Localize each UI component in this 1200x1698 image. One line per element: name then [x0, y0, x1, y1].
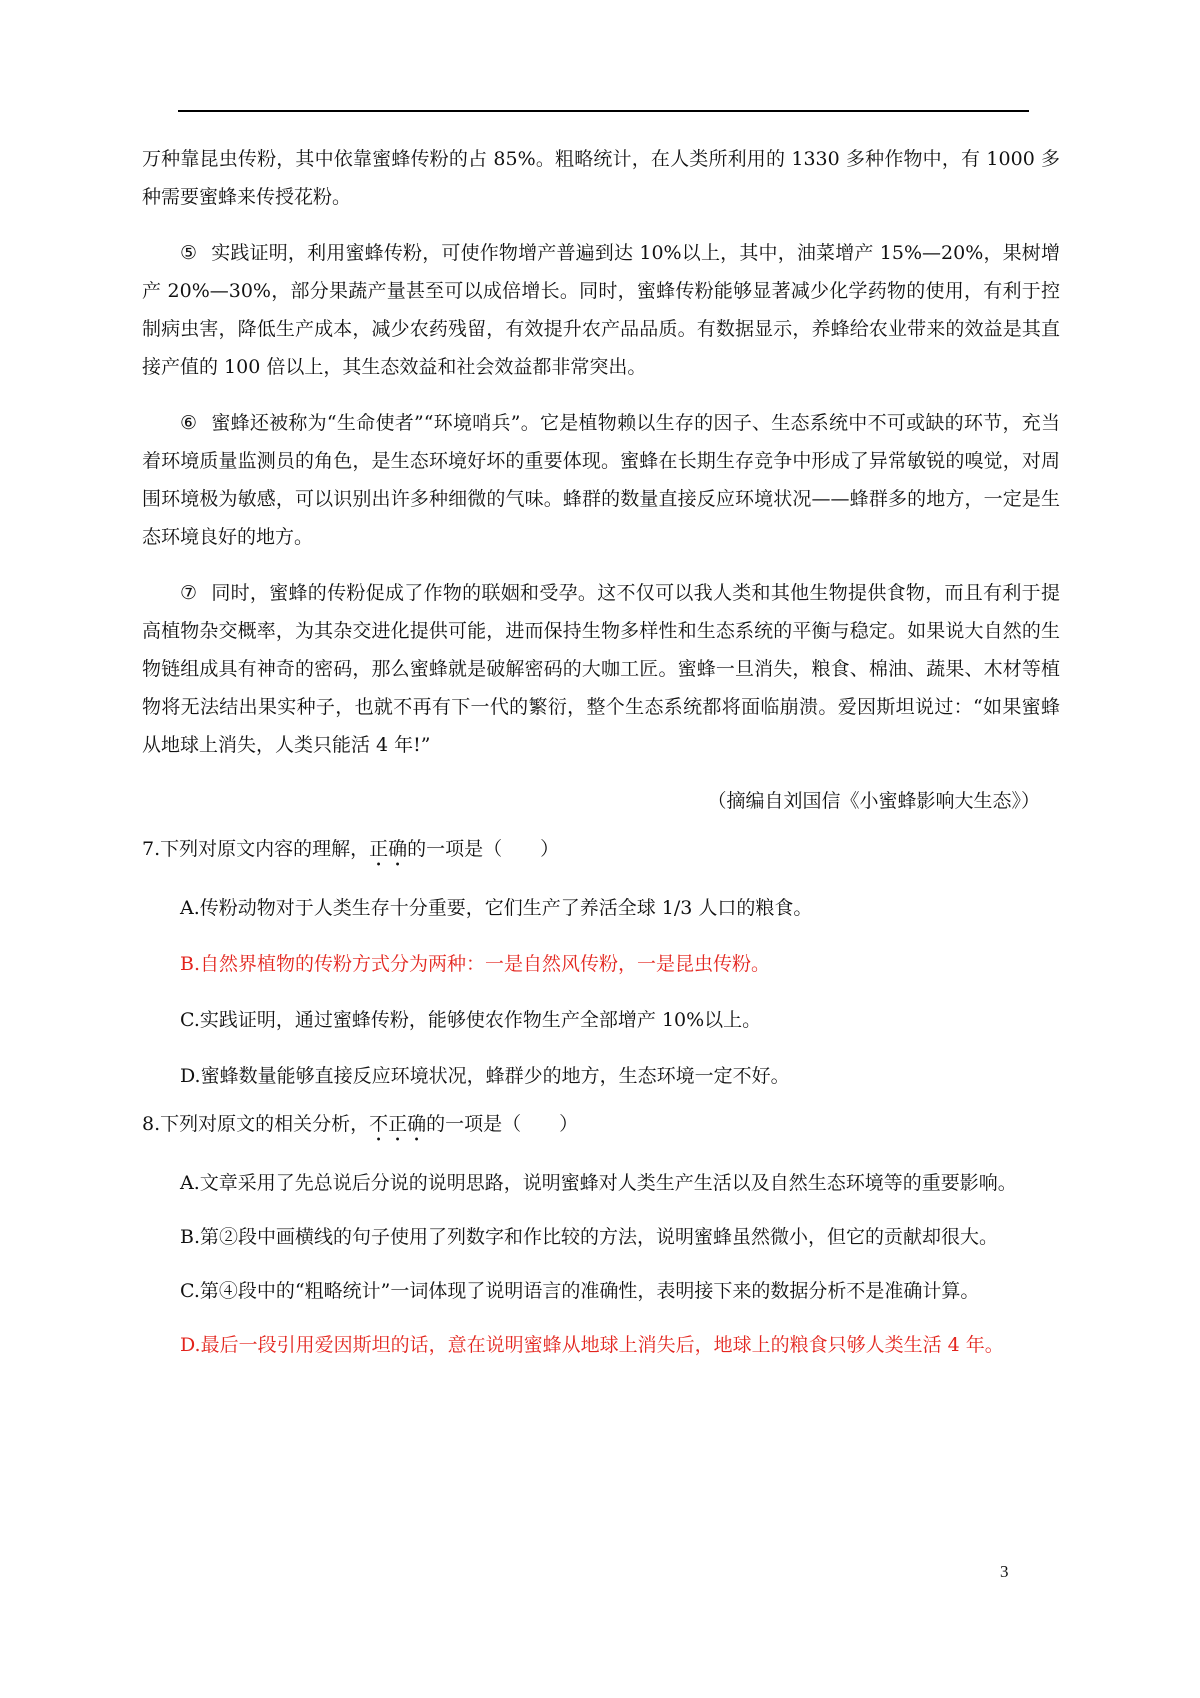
- paragraph-text: 同时，蜜蜂的传粉促成了作物的联姻和受孕。这不仅可以我人类和其他生物提供食物，而且有利于提高植物杂交概率，为其杂交进化提供可能，进而保持生物多样性和生态系统的平衡与稳定。如果说大自然的生物链组成具有神奇的密码，那么蜜蜂就是破解密码的大咖工匠。蜜蜂一旦消失，粮食、棉油、蔬果、木材等植物将无法结出果实种子，也就不再有下一代的繁衍，整个生态系统都将面临崩溃。爱因斯坦说过：“如果蜜蜂从地球上消失，人类只能活 4 年!”: [142, 582, 1060, 756]
- paragraph-marker: ⑤: [180, 242, 198, 264]
- question-prefix: 7.下列对原文内容的理解，: [142, 838, 370, 860]
- paragraph-6: [142, 404, 1060, 556]
- question-7-option-b: B.自然界植物的传粉方式分为两种：一是自然风传粉，一是昆虫传粉。: [180, 953, 771, 975]
- continuation-paragraph: 万种靠昆虫传粉，其中依靠蜜蜂传粉的占 85%。粗略统计，在人类所利用的 1330 多种作物中，有 1000 多种需要蜜蜂来传授花粉。: [142, 148, 1060, 208]
- document-body: [142, 140, 1060, 1364]
- question-8-option-a: A.文章采用了先总说后分说的说明思路，说明蜜蜂对人类生产生活以及自然生态环境等的重要影响。: [180, 1172, 1017, 1194]
- question-7-option-d: D.蜜蜂数量能够直接反应环境状况，蜂群少的地方，生态环境一定不好。: [180, 1065, 790, 1087]
- question-emphasis: 不正确: [369, 1113, 427, 1135]
- page-number: 3: [1000, 1562, 1009, 1581]
- question-8-stem: [142, 1105, 1060, 1146]
- question-prefix: 8.下列对原文的相关分析，: [142, 1113, 370, 1135]
- question-emphasis: 正确: [369, 838, 408, 860]
- paragraph-7: [142, 574, 1060, 764]
- paragraph-marker: ⑦: [180, 582, 198, 604]
- paragraph-marker: ⑥: [180, 412, 198, 434]
- source-citation: （摘编自刘国信《小蜜蜂影响大生态》）: [707, 790, 1040, 812]
- question-7-stem: [142, 830, 1060, 871]
- paragraph-5: [142, 234, 1060, 386]
- paragraph-text: 实践证明，利用蜜蜂传粉，可使作物增产普遍到达 10%以上，其中，油菜增产 15%—20%，果树增产 20%—30%，部分果蔬产量甚至可以成倍增长。同时，蜜蜂传粉能够显著减少化学药物的使用，有利于控制病虫害，降低生产成本，减少农药残留，有效提升农产品品质。有数据显示，养蜂给农业带来的效益是其直接产值的 100 倍以上，其生态效益和社会效益都非常突出。: [142, 242, 1060, 378]
- question-7-option-c: C.实践证明，通过蜜蜂传粉，能够使农作物生产全部增产 10%以上。: [180, 1009, 762, 1031]
- question-8-option-c: C.第④段中的“粗略统计”一词体现了说明语言的准确性，表明接下来的数据分析不是准确计算。: [180, 1280, 980, 1302]
- header-rule: [178, 110, 1029, 112]
- question-7-option-a: A.传粉动物对于人类生存十分重要，它们生产了养活全球 1/3 人口的粮食。: [180, 897, 813, 919]
- question-suffix: 的一项是（ ）: [426, 1113, 579, 1135]
- paragraph-text: 蜜蜂还被称为“生命使者”“环境哨兵”。它是植物赖以生存的因子、生态系统中不可或缺的环节，充当着环境质量监测员的角色，是生态环境好坏的重要体现。蜜蜂在长期生存竞争中形成了异常敏锐的嗅觉，对周围环境极为敏感，可以识别出许多种细微的气味。蜂群的数量直接反应环境状况——蜂群多的地方，一定是生态环境良好的地方。: [142, 412, 1060, 548]
- question-suffix: 的一项是（ ）: [407, 838, 560, 860]
- question-8-option-b: B.第②段中画横线的句子使用了列数字和作比较的方法，说明蜜蜂虽然微小，但它的贡献却很大。: [180, 1226, 999, 1248]
- question-8-option-d: D.最后一段引用爱因斯坦的话，意在说明蜜蜂从地球上消失后，地球上的粮食只够人类生活 4 年。: [180, 1334, 1004, 1356]
